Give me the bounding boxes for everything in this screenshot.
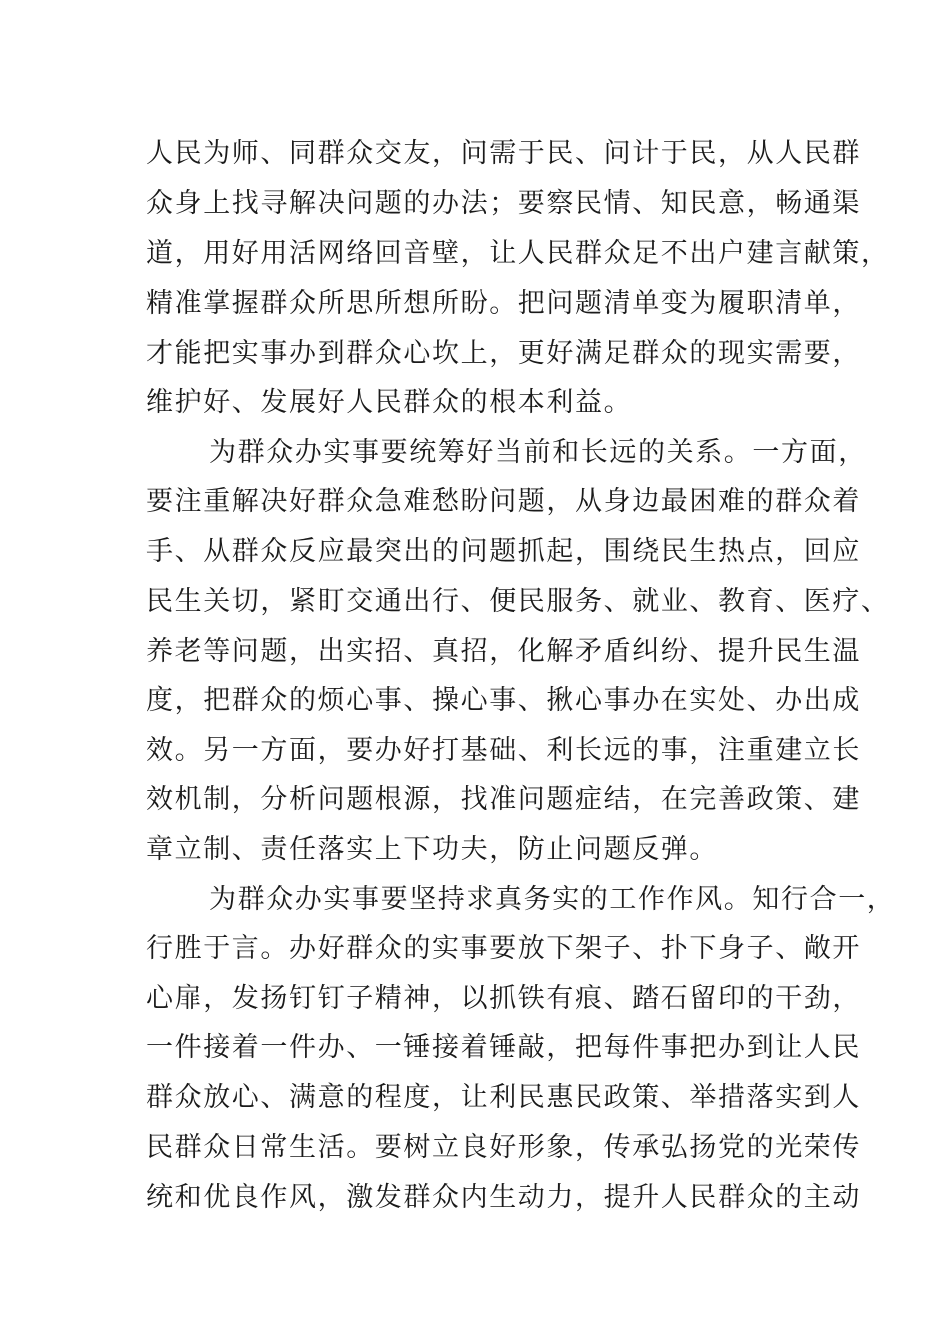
paragraph-3-line-1: 为群众办实事要坚持求真务实的工作作风。知行合一， [209,884,896,915]
paragraph-2-line-6: 度，把群众的烦心事、操心事、揪心事办在实处、办出成 [146,685,861,716]
paragraph-2-line-7: 效。另一方面，要办好打基础、利长远的事，注重建立长 [146,735,861,766]
paragraph-3-line-7: 统和优良作风，激发群众内生动力，提升人民群众的主动 [146,1182,861,1213]
paragraph-2-line-8: 效机制，分析问题根源，找准问题症结，在完善政策、建 [146,784,861,815]
paragraph-2-line-2: 要注重解决好群众急难愁盼问题，从身边最困难的群众着 [146,486,861,517]
paragraph-2-line-3: 手、从群众反应最突出的问题抓起，围绕民生热点，回应 [146,536,861,567]
paragraph-1-line-1: 人民为师、同群众交友，问需于民、问计于民，从人民群 [146,138,861,169]
paragraph-3-line-6: 民群众日常生活。要树立良好形象，传承弘扬党的光荣传 [146,1132,861,1163]
paragraph-3-line-4: 一件接着一件办、一锤接着锤敲，把每件事把办到让人民 [146,1032,861,1063]
paragraph-1-line-6: 维护好、发展好人民群众的根本利益。 [146,387,633,418]
paragraph-1-line-5: 才能把实事办到群众心坎上，更好满足群众的现实需要， [146,338,861,369]
paragraph-2-line-1: 为群众办实事要统筹好当前和长远的关系。一方面， [209,437,867,468]
paragraph-2-line-5: 养老等问题，出实招、真招，化解矛盾纠纷、提升民生温 [146,636,861,667]
paragraph-3-line-5: 群众放心、满意的程度，让利民惠民政策、举措落实到人 [146,1082,861,1113]
paragraph-3-line-2: 行胜于言。办好群众的实事要放下架子、扑下身子、敞开 [146,933,861,964]
paragraph-2-line-4: 民生关切，紧盯交通出行、便民服务、就业、教育、医疗、 [146,586,890,617]
paragraph-1-line-3: 道，用好用活网络回音壁，让人民群众足不出户建言献策， [146,238,890,269]
paragraph-1-line-4: 精准掌握群众所思所想所盼。把问题清单变为履职清单， [146,288,861,319]
paragraph-1-line-2: 众身上找寻解决问题的办法；要察民情、知民意，畅通渠 [146,188,861,219]
paragraph-3-line-3: 心扉，发扬钉钉子精神，以抓铁有痕、踏石留印的干劲， [146,983,861,1014]
paragraph-2-line-9: 章立制、责任落实上下功夫，防止问题反弹。 [146,834,718,865]
